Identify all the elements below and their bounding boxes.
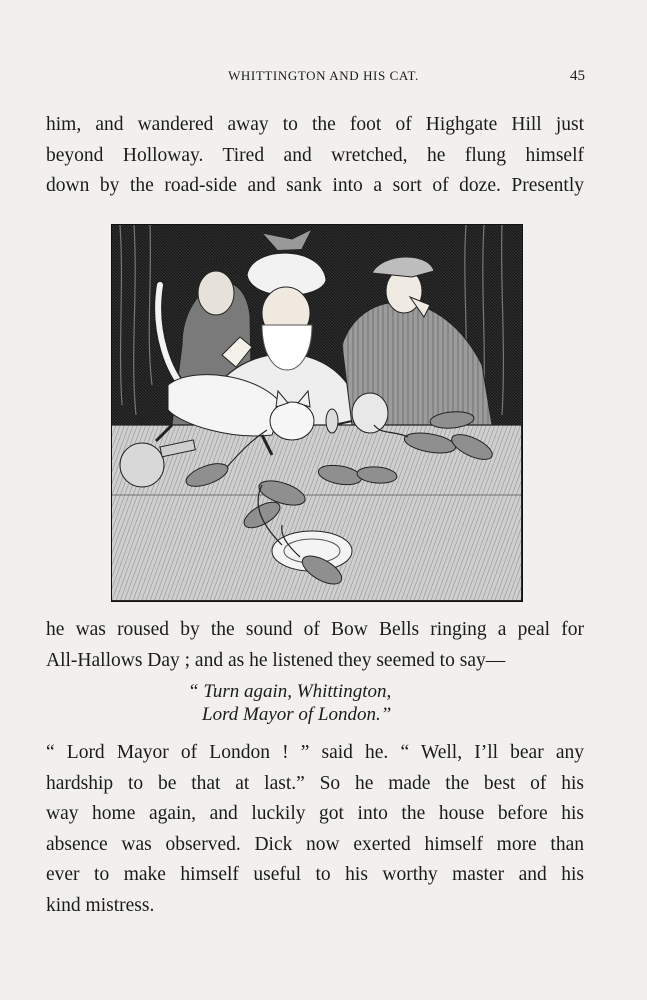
text-line: hardship to be that at last.” So he made the best of his xyxy=(46,772,584,794)
verse-line: “ Turn again, Whittington, xyxy=(188,681,392,702)
text-line: down by the road-side and sank into a sort of doze. Presently xyxy=(46,175,584,196)
text-line: ever to make himself useful to his worthy master and his xyxy=(46,864,584,885)
text-line: All-Hallows Day ; and as he listened they seemed to say— xyxy=(46,649,506,671)
text-line: he was roused by the sound of Bow Bells ringing a peal for xyxy=(46,619,584,640)
running-title: WHITTINGTON AND HIS CAT. xyxy=(228,68,419,83)
verse-line: Lord Mayor of London.” xyxy=(202,704,392,725)
running-head xyxy=(0,68,647,88)
text-line: kind mistress. xyxy=(46,894,155,916)
text-line: beyond Holloway. Tired and wretched, he flung himself xyxy=(46,144,584,166)
paragraph-bottom xyxy=(46,738,584,921)
text-line: way home again, and luckily got into the house before his xyxy=(46,803,584,824)
paragraph-top xyxy=(46,110,584,202)
text-line: “ Lord Mayor of London ! ” said he. “ Well, I’ll bear any xyxy=(46,742,584,763)
verse-quote xyxy=(0,680,647,726)
text-line: absence was observed. Dick now exerted himself more than xyxy=(46,833,584,855)
engraving-drawing xyxy=(112,225,521,600)
illustration-rats-on-table xyxy=(111,224,523,602)
text-line: him, and wandered away to the foot of Highgate Hill just xyxy=(46,114,584,135)
paragraph-after-illustration xyxy=(46,615,584,676)
page-number: 45 xyxy=(570,68,585,84)
